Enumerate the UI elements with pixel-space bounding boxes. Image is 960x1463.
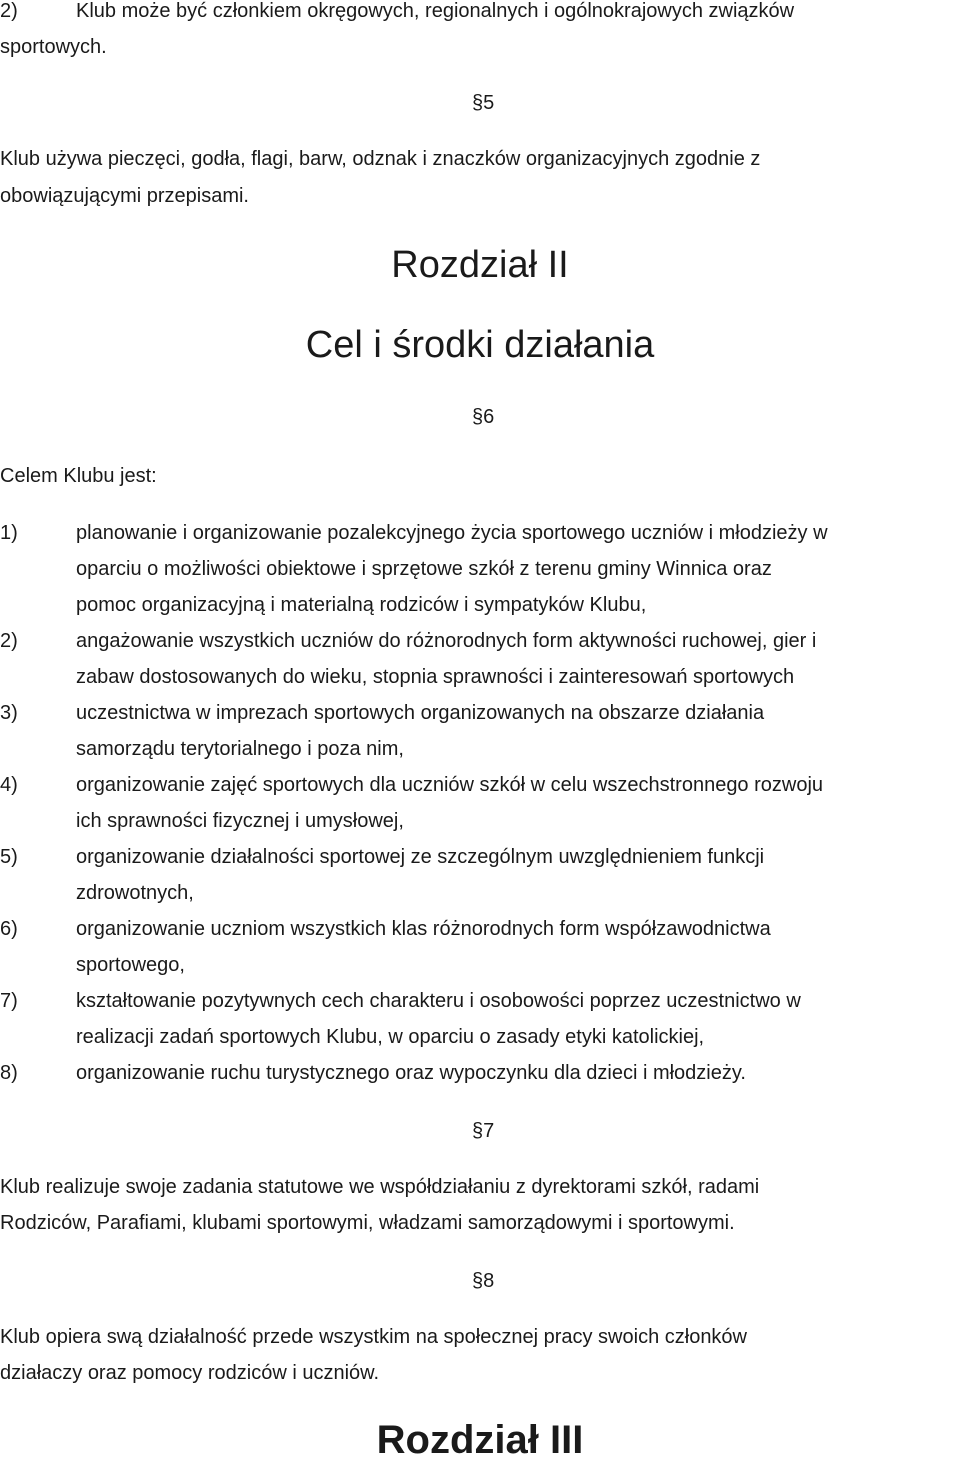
chapter-title: Rozdział III [376, 1418, 584, 1462]
list-item-line: organizowanie uczniom wszystkich klas różnorodnych form współzawodnictwa [76, 918, 771, 940]
paragraph-line: działaczy oraz pomocy rodziców i uczniów. [0, 1362, 380, 1384]
list-item-line: Klub może być członkiem okręgowych, regionalnych i ogólnokrajowych związków [76, 0, 795, 22]
list-item-number: 4) [0, 774, 18, 796]
paragraph-line: Klub realizuje swoje zadania statutowe we współdziałaniu z dyrektorami szkół, radami [0, 1176, 760, 1198]
list-item-line: ich sprawności fizycznej i umysłowej, [76, 810, 404, 832]
paragraph-line: Klub opiera swą działalność przede wszystkim na społecznej pracy swoich członków [0, 1326, 748, 1348]
list-item-line: zdrowotnych, [76, 882, 194, 904]
chapter-title: Rozdział II [391, 244, 569, 286]
list-item-line: sportowych. [0, 36, 107, 58]
list-item-line: angażowanie wszystkich uczniów do różnorodnych form aktywności ruchowej, gier i [76, 630, 817, 652]
list-item-number: 5) [0, 846, 18, 868]
list-item-line: sportowego, [76, 954, 185, 976]
section-intro: Celem Klubu jest: [0, 465, 157, 487]
list-item-number: 3) [0, 702, 18, 724]
paragraph-line: Rodziców, Parafiami, klubami sportowymi, władzami samorządowymi i sportowymi. [0, 1212, 735, 1234]
list-item-line: planowanie i organizowanie pozalekcyjnego życia sportowego uczniów i młodzieży w [76, 522, 828, 544]
list-item-line: samorządu terytorialnego i poza nim, [76, 738, 404, 760]
paragraph-mark: §7 [472, 1120, 495, 1142]
paragraph-mark: §6 [472, 406, 495, 428]
list-item-line: kształtowanie pozytywnych cech charakteru i osobowości poprzez uczestnictwo w [76, 990, 801, 1012]
list-item-line: uczestnictwa w imprezach sportowych organizowanych na obszarze działania [76, 702, 765, 724]
list-item-number: 7) [0, 990, 18, 1012]
list-item-line: realizacji zadań sportowych Klubu, w oparciu o zasady etyki katolickiej, [76, 1026, 705, 1048]
list-item-number: 2) [0, 630, 18, 652]
paragraph-mark: §8 [472, 1270, 495, 1292]
list-item-line: pomoc organizacyjną i materialną rodziców i sympatyków Klubu, [76, 594, 647, 616]
list-item-line: organizowanie działalności sportowej ze szczególnym uwzględnieniem funkcji [76, 846, 765, 868]
list-item-number: 8) [0, 1062, 18, 1084]
list-item-line: organizowanie ruchu turystycznego oraz wypoczynku dla dzieci i młodzieży. [76, 1062, 746, 1084]
list-item-line: zabaw dostosowanych do wieku, stopnia sprawności i zainteresowań sportowych [76, 666, 795, 688]
paragraph-line: obowiązującymi przepisami. [0, 185, 249, 207]
list-item-number: 1) [0, 522, 18, 544]
list-item-line: oparciu o możliwości obiektowe i sprzętowe szkół z terenu gminy Winnica oraz [76, 558, 772, 580]
paragraph-line: Klub używa pieczęci, godła, flagi, barw, odznak i znaczków organizacyjnych zgodnie z [0, 148, 761, 170]
list-item-line: organizowanie zajęć sportowych dla uczniów szkół w celu wszechstronnego rozwoju [76, 774, 824, 796]
chapter-subtitle: Cel i środki działania [305, 324, 655, 366]
paragraph-mark: §5 [472, 92, 495, 114]
list-item-number: 2) [0, 0, 18, 22]
list-item-number: 6) [0, 918, 18, 940]
